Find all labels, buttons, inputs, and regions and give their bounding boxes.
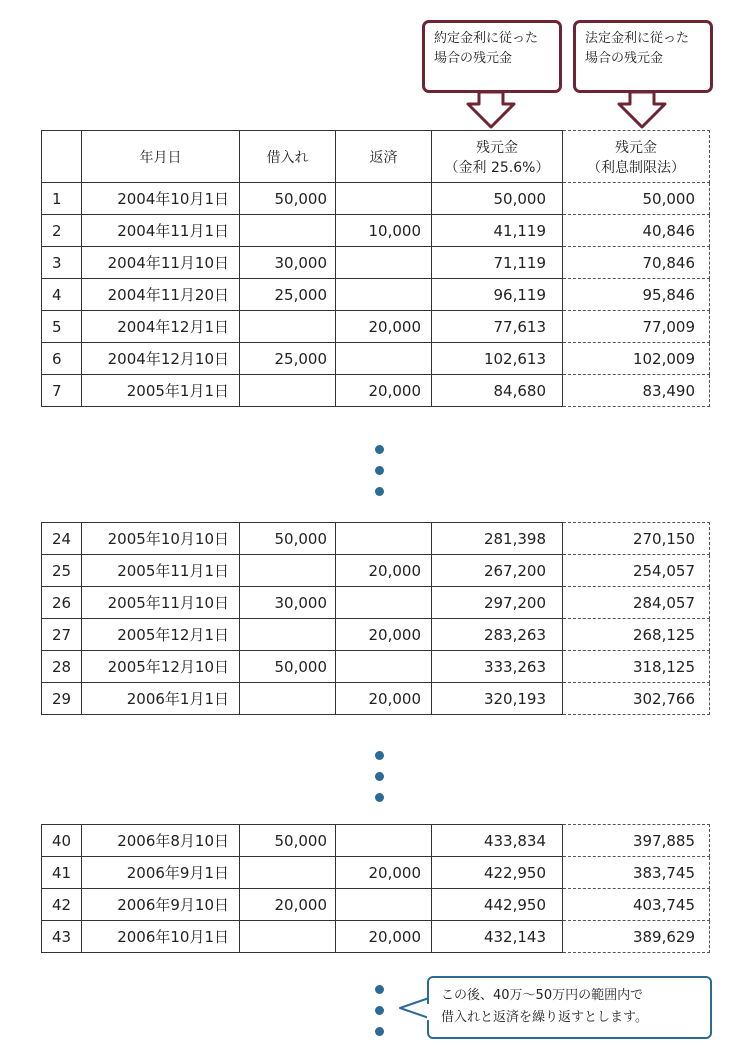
table-header-row [42,131,710,183]
cell-repay [336,889,432,921]
cell-balance: 320,193 [432,683,563,715]
table-row [42,183,710,215]
cell-legal-balance: 102,009 [563,343,710,375]
cell-repay [336,343,432,375]
cell-no: 40 [42,825,82,857]
cell-balance: 267,200 [432,555,563,587]
header-no [42,131,82,183]
cell-balance: 297,200 [432,587,563,619]
cell-date: 2004年12月1日 [82,311,240,343]
cell-borrow: 50,000 [240,651,336,683]
cell-repay: 20,000 [336,921,432,953]
cell-date: 2006年9月10日 [82,889,240,921]
note-line1: この後、40万～50万円の範囲内で [441,988,644,1003]
cell-date: 2004年11月10日 [82,247,240,279]
table-row [42,587,710,619]
table-row [42,921,710,953]
cell-balance: 71,119 [432,247,563,279]
cell-legal-balance: 302,766 [563,683,710,715]
table-row [42,375,710,407]
note-pointer-icon [398,995,430,1021]
cell-no: 4 [42,279,82,311]
header-balance-line2: （金利 25.6%） [444,159,550,176]
cell-date: 2005年1月1日 [82,375,240,407]
ellipsis-dots-1 [375,445,385,508]
cell-borrow: 20,000 [240,889,336,921]
dot-icon [375,772,384,781]
cell-date: 2004年11月20日 [82,279,240,311]
contract-rate-callout [422,20,562,93]
cell-borrow: 30,000 [240,587,336,619]
cell-legal-balance: 403,745 [563,889,710,921]
ellipsis-dots-3 [375,985,385,1048]
header-balance [432,131,563,183]
table-row [42,651,710,683]
cell-balance: 422,950 [432,857,563,889]
cell-balance: 333,263 [432,651,563,683]
cell-borrow: 25,000 [240,279,336,311]
cell-repay: 20,000 [336,683,432,715]
dot-icon [375,445,384,454]
cell-no: 2 [42,215,82,247]
cell-no: 5 [42,311,82,343]
cell-balance: 41,119 [432,215,563,247]
cell-legal-balance: 254,057 [563,555,710,587]
note-pointer-seam [427,1004,430,1020]
header-date: 年月日 [82,131,240,183]
header-repay: 返済 [336,131,432,183]
cell-repay [336,587,432,619]
cell-no: 24 [42,523,82,555]
table-row [42,311,710,343]
dot-icon [375,1027,384,1036]
cell-date: 2004年11月1日 [82,215,240,247]
contract-callout-arrow-icon [466,91,516,129]
cell-date: 2005年11月1日 [82,555,240,587]
cell-no: 28 [42,651,82,683]
cell-no: 43 [42,921,82,953]
cell-legal-balance: 77,009 [563,311,710,343]
cell-borrow [240,857,336,889]
cell-borrow [240,921,336,953]
cell-no: 6 [42,343,82,375]
cell-borrow [240,683,336,715]
cell-repay [336,247,432,279]
cell-repay: 20,000 [336,375,432,407]
cell-date: 2006年10月1日 [82,921,240,953]
cell-date: 2005年11月10日 [82,587,240,619]
header-balance-line1: 残元金 [476,139,518,156]
cell-legal-balance: 284,057 [563,587,710,619]
dot-icon [375,751,384,760]
cell-no: 41 [42,857,82,889]
contract-callout-line1: 約定金利に従った [434,31,539,46]
cell-repay [336,183,432,215]
cell-legal-balance: 70,846 [563,247,710,279]
table-row [42,825,710,857]
legal-callout-arrow-icon [617,91,667,129]
cell-no: 7 [42,375,82,407]
table-row [42,279,710,311]
cell-legal-balance: 83,490 [563,375,710,407]
legal-callout-line2: 場合の残元金 [585,51,664,66]
cell-date: 2005年12月1日 [82,619,240,651]
cell-legal-balance: 397,885 [563,825,710,857]
header-borrow: 借入れ [240,131,336,183]
cell-balance: 433,834 [432,825,563,857]
cell-repay [336,651,432,683]
table-row [42,215,710,247]
note-line2: 借入れと返済を繰り返すとします。 [441,1010,648,1025]
cell-date: 2006年1月1日 [82,683,240,715]
cell-balance: 84,680 [432,375,563,407]
header-legal-line1: 残元金 [615,139,657,156]
table-row [42,343,710,375]
repeat-note-callout [427,976,712,1039]
legal-callout-line1: 法定金利に従った [585,31,690,46]
cell-legal-balance: 95,846 [563,279,710,311]
table-row [42,247,710,279]
cell-borrow [240,215,336,247]
cell-no: 42 [42,889,82,921]
cell-date: 2006年9月1日 [82,857,240,889]
table-row [42,683,710,715]
dot-icon [375,985,384,994]
header-legal-line2: （利息制限法） [587,159,685,176]
cell-legal-balance: 383,745 [563,857,710,889]
cell-repay [336,825,432,857]
cell-no: 3 [42,247,82,279]
cell-repay: 10,000 [336,215,432,247]
ellipsis-dots-2 [375,751,385,814]
cell-balance: 96,119 [432,279,563,311]
cell-legal-balance: 270,150 [563,523,710,555]
balance-table-block-3 [41,824,710,953]
cell-date: 2005年12月10日 [82,651,240,683]
table-row [42,889,710,921]
cell-borrow: 50,000 [240,523,336,555]
cell-legal-balance: 268,125 [563,619,710,651]
cell-balance: 283,263 [432,619,563,651]
cell-no: 29 [42,683,82,715]
contract-callout-line2: 場合の残元金 [434,51,513,66]
cell-repay [336,279,432,311]
table-row [42,857,710,889]
block3-body [42,825,710,953]
cell-legal-balance: 318,125 [563,651,710,683]
cell-balance: 50,000 [432,183,563,215]
cell-borrow [240,311,336,343]
cell-borrow: 50,000 [240,183,336,215]
cell-repay: 20,000 [336,619,432,651]
cell-date: 2004年10月1日 [82,183,240,215]
cell-repay [336,523,432,555]
dot-icon [375,1006,384,1015]
cell-no: 26 [42,587,82,619]
cell-date: 2006年8月10日 [82,825,240,857]
table-row [42,555,710,587]
cell-balance: 432,143 [432,921,563,953]
balance-table-block-2 [41,522,710,715]
cell-legal-balance: 50,000 [563,183,710,215]
cell-balance: 102,613 [432,343,563,375]
block2-body [42,523,710,715]
cell-no: 1 [42,183,82,215]
cell-borrow: 50,000 [240,825,336,857]
cell-balance: 281,398 [432,523,563,555]
cell-borrow: 25,000 [240,343,336,375]
table-row [42,523,710,555]
cell-balance: 442,950 [432,889,563,921]
cell-repay: 20,000 [336,555,432,587]
header-legal-balance [563,131,710,183]
cell-borrow: 30,000 [240,247,336,279]
table-row [42,619,710,651]
cell-borrow [240,555,336,587]
cell-legal-balance: 40,846 [563,215,710,247]
block1-body [42,183,710,407]
cell-borrow [240,619,336,651]
cell-repay: 20,000 [336,311,432,343]
dot-icon [375,466,384,475]
cell-borrow [240,375,336,407]
cell-balance: 77,613 [432,311,563,343]
cell-date: 2005年10月10日 [82,523,240,555]
cell-repay: 20,000 [336,857,432,889]
cell-no: 25 [42,555,82,587]
legal-rate-callout [573,20,713,93]
cell-no: 27 [42,619,82,651]
cell-legal-balance: 389,629 [563,921,710,953]
dot-icon [375,793,384,802]
balance-table-block-1 [41,130,710,407]
cell-date: 2004年12月10日 [82,343,240,375]
dot-icon [375,487,384,496]
